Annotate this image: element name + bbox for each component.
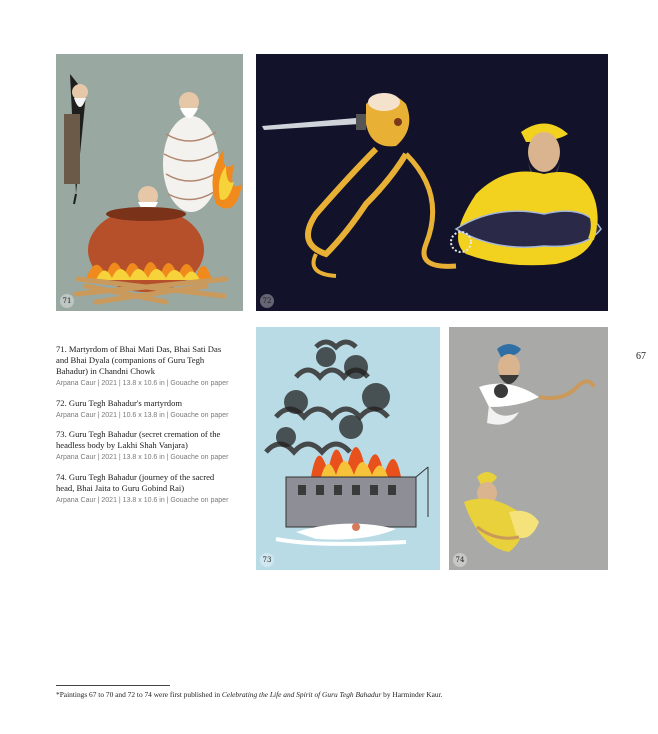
- page-number: 67: [636, 351, 646, 362]
- caption-71: [56, 344, 232, 389]
- footnote-rule: [56, 685, 170, 686]
- painting-number-badge: 71: [60, 294, 74, 308]
- caption-list: [56, 344, 232, 514]
- painting-74-artwork: [449, 327, 608, 570]
- footnote-prefix: *Paintings 67 to 70 and 72 to 74 were first published in: [56, 690, 222, 699]
- caption-title: 73. Guru Tegh Bahadur (secret cremation of the headless body by Lakhi Shah Vanjara): [56, 429, 221, 450]
- painting-71-artwork: [56, 54, 243, 311]
- caption-74: [56, 472, 232, 506]
- caption-meta: Arpana Caur | 2021 | 13.8 x 10.6 in | Gouache on paper: [56, 380, 229, 387]
- caption-title: 74. Guru Tegh Bahadur (journey of the sacred head, Bhai Jaita to Guru Gobind Rai): [56, 471, 215, 493]
- caption-meta: Arpana Caur | 2021 | 13.8 x 10.6 in | Gouache on paper: [56, 454, 229, 461]
- caption-meta: Arpana Caur | 2021 | 13.8 x 10.6 in | Gouache on paper: [56, 496, 229, 504]
- footnote: [56, 690, 443, 699]
- painting-number-badge: 74: [453, 553, 467, 567]
- caption-73: [56, 429, 232, 463]
- caption-title: 72. Guru Tegh Bahadur's martyrdom: [56, 397, 183, 408]
- painting-73: [256, 327, 440, 570]
- caption-title: 71. Martyrdom of Bhai Mati Das, Bhai Sati Das and Bhai Dyala (companions of Guru Tegh Bahadur) in Chandni Chowk: [56, 344, 222, 376]
- painting-72-artwork: [256, 54, 608, 311]
- painting-74: [449, 327, 608, 570]
- painting-72: [256, 54, 608, 311]
- footnote-book-title: Celebrating the Life and Spirit of Guru Tegh Bahadur: [221, 690, 382, 699]
- painting-number-badge: 73: [260, 553, 274, 567]
- painting-73-artwork: [256, 327, 440, 570]
- painting-number-badge: 72: [260, 294, 274, 308]
- painting-71: [56, 54, 243, 311]
- footnote-suffix: by Harminder Kaur.: [381, 690, 443, 699]
- caption-72: [56, 398, 232, 421]
- caption-meta: Arpana Caur | 2021 | 10.6 x 13.8 in | Gouache on paper: [56, 411, 229, 419]
